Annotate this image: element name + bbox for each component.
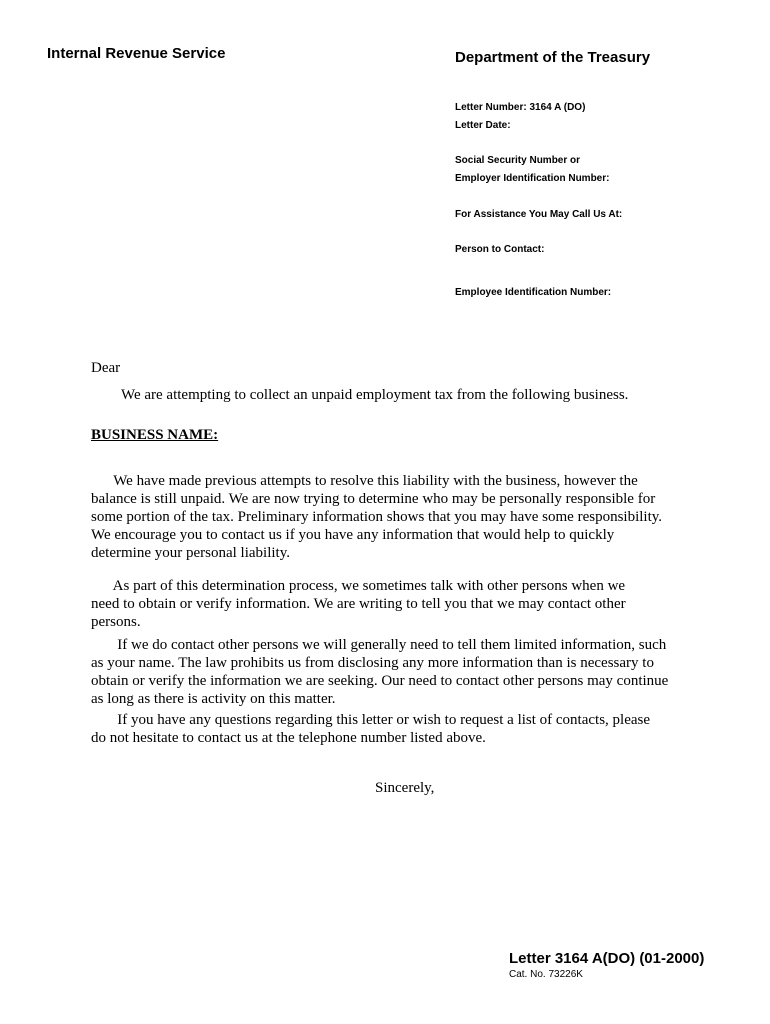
ssn-field-label-line1: Social Security Number or [455, 155, 581, 166]
department-name: Department of the Treasury [455, 49, 651, 66]
ssn-field-label-line2: Employer Identification Number: [455, 173, 610, 184]
paragraph-line: We encourage you to contact us if you have any information that would help to quickly [91, 527, 615, 543]
paragraph-line: determine your personal liability. [91, 545, 290, 561]
paragraph-line: do not hesitate to contact us at the telephone number listed above. [91, 730, 486, 746]
paragraph-line: As part of this determination process, we sometimes talk with other persons when we [91, 578, 626, 594]
paragraph-line: We have made previous attempts to resolve this liability with the business, however the [91, 473, 638, 489]
paragraph-line: persons. [91, 614, 141, 630]
agency-name: Internal Revenue Service [47, 45, 226, 62]
letter-date-field: Letter Date: [455, 120, 511, 131]
form-identifier: Letter 3164 A(DO) (01-2000) [509, 950, 705, 967]
paragraph-liability [91, 472, 691, 562]
closing: Sincerely, [375, 780, 435, 796]
assistance-phone-field: For Assistance You May Call Us At: [455, 209, 623, 220]
paragraph-contact-others [91, 636, 691, 708]
paragraph-line: If we do contact other persons we will generally need to tell them limited information, such [91, 637, 667, 653]
paragraph-line: some portion of the tax. Preliminary information shows that you may have some responsibility. [91, 509, 663, 525]
paragraph-line: obtain or verify the information we are seeking. Our need to contact other persons may continue [91, 673, 669, 689]
paragraph-determination [91, 577, 691, 631]
paragraph-line: need to obtain or verify information. We are writing to tell you that we may contact other [91, 596, 626, 612]
employee-id-field: Employee Identification Number: [455, 287, 612, 298]
paragraph-line: as your name. The law prohibits us from disclosing any more information than is necessary to [91, 655, 654, 671]
intro-sentence: We are attempting to collect an unpaid employment tax from the following business. [121, 387, 629, 403]
business-name-label: BUSINESS NAME: [91, 427, 219, 443]
paragraph-line: balance is still unpaid. We are now trying to determine who may be personally responsible for [91, 491, 656, 507]
paragraph-line: as long as there is activity on this matter. [91, 691, 336, 707]
person-to-contact-field: Person to Contact: [455, 244, 545, 255]
salutation: Dear [91, 360, 121, 376]
paragraph-line: If you have any questions regarding this letter or wish to request a list of contacts, please [91, 712, 651, 728]
catalog-number: Cat. No. 73226K [509, 969, 583, 980]
letter-number-field: Letter Number: 3164 A (DO) [455, 102, 586, 113]
paragraph-questions [91, 711, 691, 747]
